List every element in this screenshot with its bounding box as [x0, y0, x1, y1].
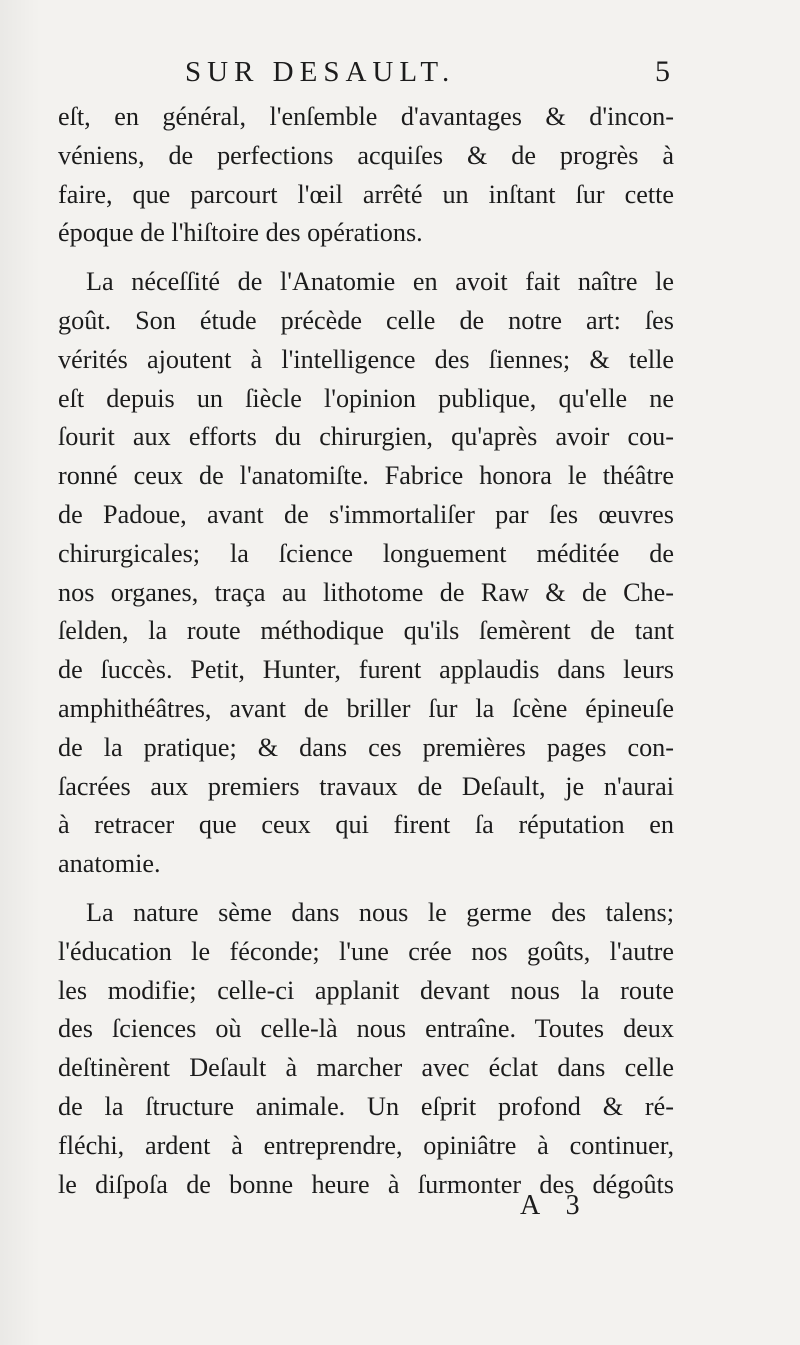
- text-line: ſelden, la route méthodique qu'ils ſemèrent de tant: [58, 616, 674, 646]
- text-line: faire, que parcourt l'œil arrêté un inſtant ſur cette: [58, 179, 674, 209]
- text-line: goût. Son étude précède celle de notre art: ſes: [58, 305, 674, 335]
- text-line: amphithéâtres, avant de briller ſur la ſcène épineuſe: [58, 693, 674, 723]
- text-line: ronné ceux de l'anatomiſte. Fabrice honora le théâtre: [58, 461, 674, 491]
- text-line: à retracer que ceux qui firent ſa réputation en: [58, 810, 674, 840]
- text-line: eſt depuis un ſiècle l'opinion publique, qu'elle ne: [58, 383, 674, 413]
- text-line: eſt, en général, l'enſemble d'avantages & d'incon-: [58, 102, 674, 131]
- text-line: fléchi, ardent à entreprendre, opiniâtre à continuer,: [58, 1130, 674, 1160]
- text-line: de la pratique; & dans ces premières pages con-: [58, 732, 674, 762]
- text-line: des ſciences où celle-là nous entraîne. Toutes deux: [58, 1014, 674, 1044]
- text-line: deſtinèrent Deſault à marcher avec éclat dans celle: [58, 1053, 674, 1083]
- text-line: le diſpoſa de bonne heure à ſurmonter des dégoûts: [58, 1169, 674, 1199]
- text-line: de la ſtructure animale. Un eſprit profond & ré-: [58, 1091, 674, 1121]
- signature-mark: A 3: [520, 1190, 590, 1221]
- text-line: l'éducation le féconde; l'une crée nos goûts, l'autre: [58, 936, 674, 966]
- text-line: vérités ajoutent à l'intelligence des ſiennes; & telle: [58, 344, 674, 374]
- text-line: véniens, de perfections acquiſes & de progrès à: [58, 140, 674, 170]
- page-number: 5: [655, 55, 670, 88]
- text-line: ſacrées aux premiers travaux de Deſault, je n'aurai: [58, 771, 674, 801]
- text-line: nos organes, traça au lithotome de Raw & de Che-: [58, 577, 674, 607]
- text-line: de Padoue, avant de s'immortaliſer par ſes œuvres: [58, 499, 674, 529]
- text-line: La nature sème dans nous le germe des talens;: [86, 897, 674, 927]
- text-line: époque de l'hiſtoire des opérations.: [58, 218, 423, 248]
- text-line: La néceſſité de l'Anatomie en avoit fait naître le: [86, 267, 674, 297]
- body-text: [58, 98, 674, 1204]
- text-line: anatomie.: [58, 849, 161, 879]
- text-line: ſourit aux efforts du chirurgien, qu'après avoir cou-: [58, 422, 674, 452]
- text-line: chirurgicales; la ſcience longuement méditée de: [58, 538, 674, 568]
- running-title: SUR DESAULT.: [185, 56, 456, 88]
- text-line: les modifie; celle-ci applanit devant nous la route: [58, 975, 674, 1005]
- text-line: de ſuccès. Petit, Hunter, furent applaudis dans leurs: [58, 655, 674, 685]
